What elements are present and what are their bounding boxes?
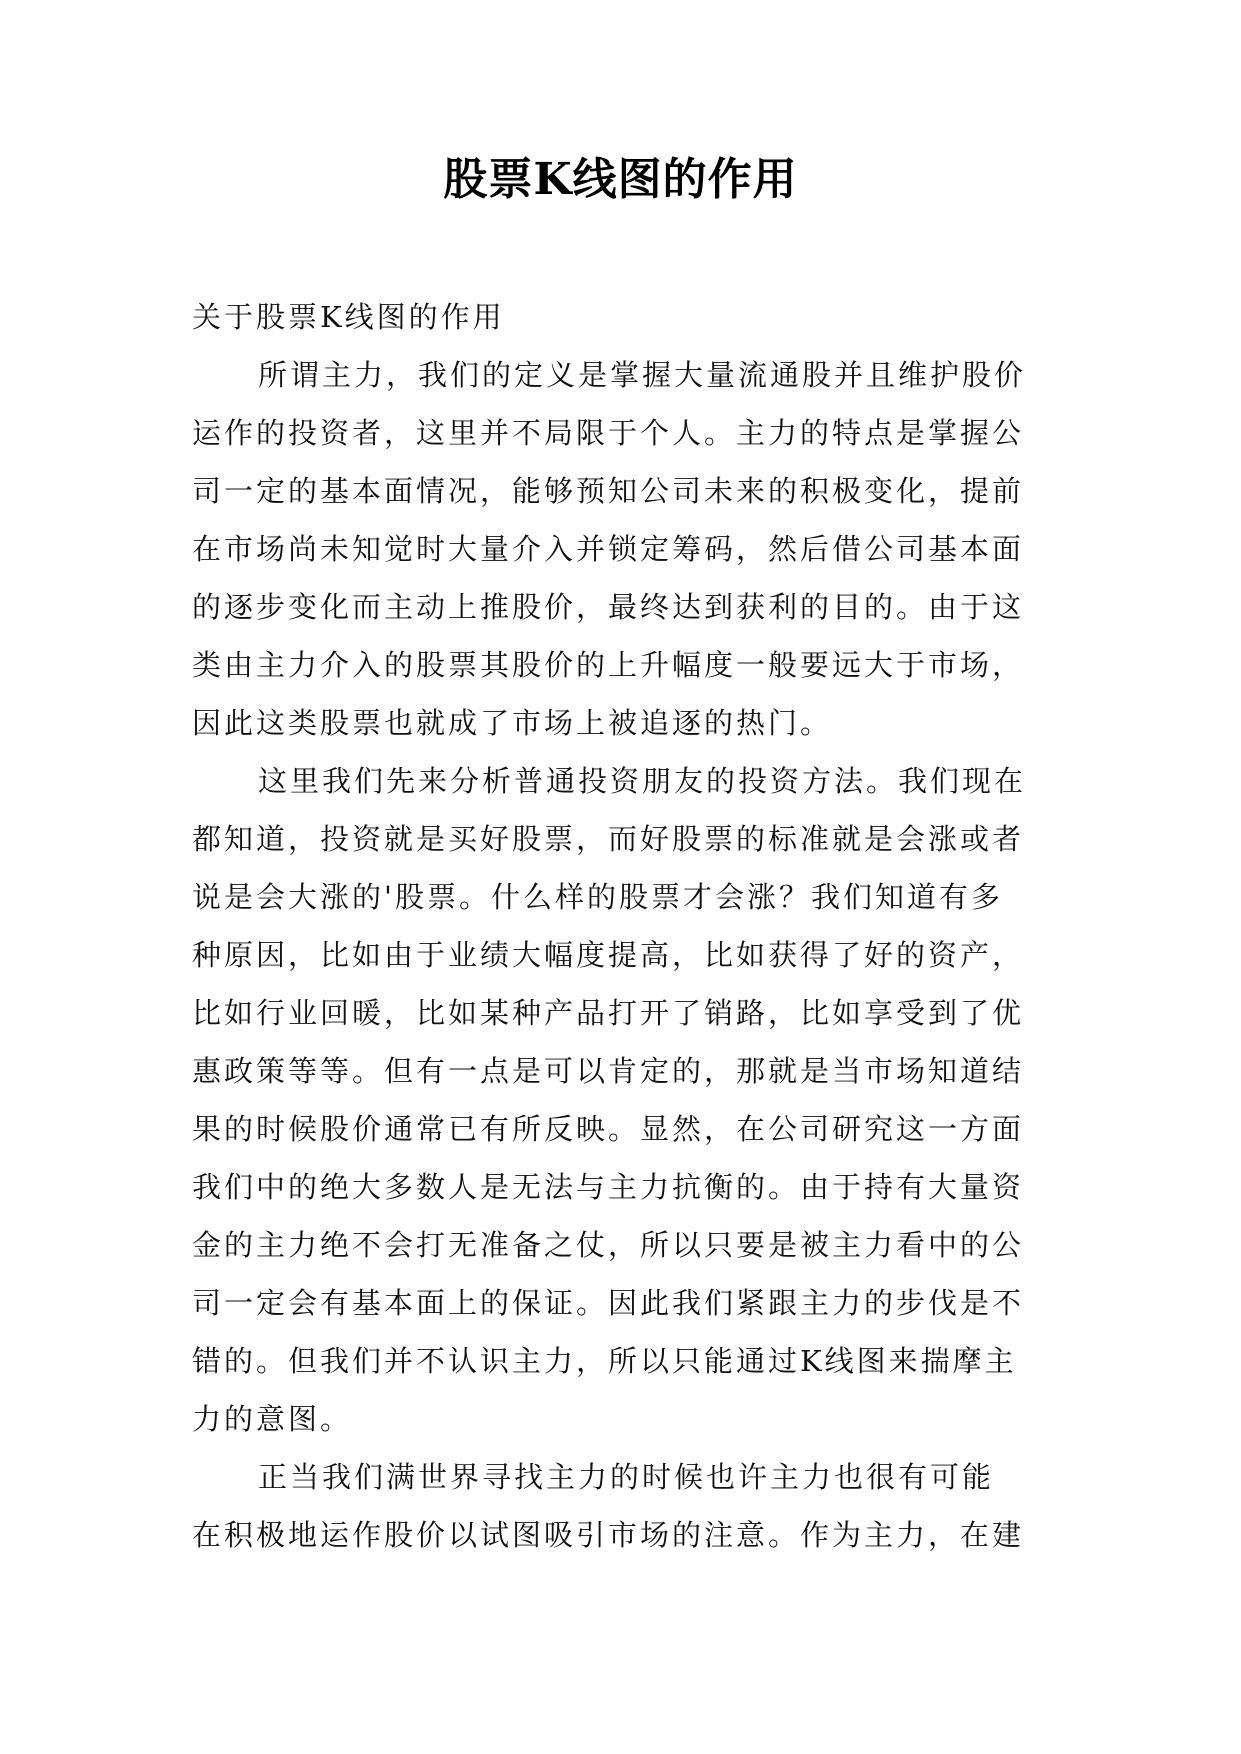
- paragraph-line: 司一定的基本面情况，能够预知公司未来的积极变化，提前: [192, 474, 1025, 508]
- paragraph-line: 金的主力绝不会打无准备之仗，所以只要是被主力看中的公: [192, 1228, 1025, 1262]
- paragraph-line: 类由主力介入的股票其股价的上升幅度一般要远大于市场，: [192, 648, 1025, 682]
- paragraph-line: 在市场尚未知觉时大量介入并锁定筹码，然后借公司基本面: [192, 532, 1025, 566]
- document-title: 股票K线图的作用: [443, 154, 798, 205]
- paragraph-line: 这里我们先来分析普通投资朋友的投资方法。我们现在: [258, 764, 1027, 798]
- paragraph-line: 因此这类股票也就成了市场上被追逐的热门。: [192, 706, 833, 740]
- paragraph-line: 正当我们满世界寻找主力的时候也许主力也很有可能: [258, 1460, 995, 1494]
- paragraph-line: 惠政策等等。但有一点是可以肯定的，那就是当市场知道结: [192, 1054, 1025, 1088]
- paragraph-1: [192, 346, 1050, 752]
- paragraph-line: 在积极地运作股价以试图吸引市场的注意。作为主力，在建: [192, 1518, 1025, 1552]
- paragraph-line: 果的时候股价通常已有所反映。显然，在公司研究这一方面: [192, 1112, 1025, 1146]
- paragraph-line: 都知道，投资就是买好股票，而好股票的标准就是会涨或者: [192, 822, 1025, 856]
- paragraph-line: 力的意图。: [192, 1402, 353, 1436]
- paragraph-line: 所谓主力，我们的定义是掌握大量流通股并且维护股价: [258, 358, 1027, 392]
- document-body: [192, 288, 1050, 1564]
- paragraph-2: [192, 752, 1050, 1448]
- paragraph-line: 说是会大涨的'股票。什么样的股票才会涨？我们知道有多: [192, 880, 1003, 914]
- paragraph-line: 我们中的绝大多数人是无法与主力抗衡的。由于持有大量资: [192, 1170, 1025, 1204]
- paragraph-line: 司一定会有基本面上的保证。因此我们紧跟主力的步伐是不: [192, 1286, 1025, 1320]
- paragraph-line: 的逐步变化而主动上推股价，最终达到获利的目的。由于这: [192, 590, 1025, 624]
- document-subtitle: 关于股票K线图的作用: [192, 300, 505, 334]
- paragraph-line: 比如行业回暖，比如某种产品打开了销路，比如享受到了优: [192, 996, 1025, 1030]
- paragraph-line: 运作的投资者，这里并不局限于个人。主力的特点是掌握公: [192, 416, 1025, 450]
- paragraph-line: 种原因，比如由于业绩大幅度提高，比如获得了好的资产，: [192, 938, 1025, 972]
- paragraph-line: 错的。但我们并不认识主力，所以只能通过K线图来揣摩主: [192, 1344, 1017, 1378]
- paragraph-3: [192, 1448, 1050, 1564]
